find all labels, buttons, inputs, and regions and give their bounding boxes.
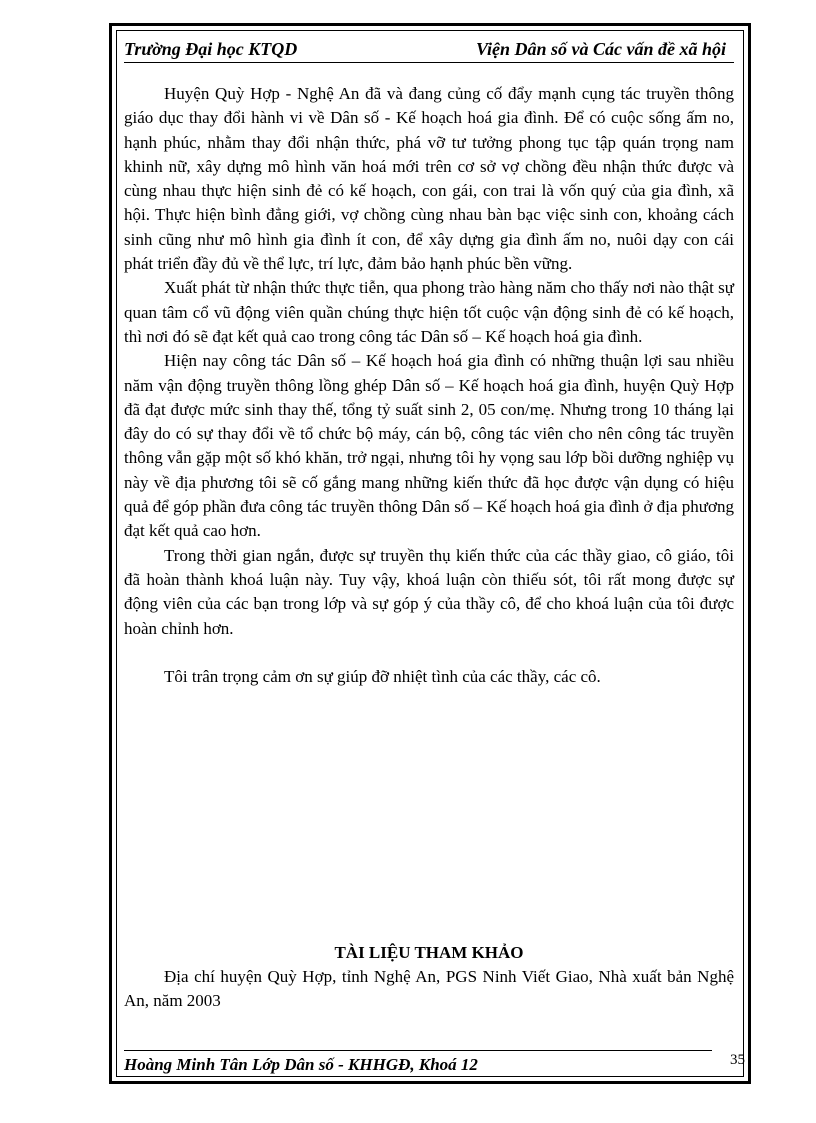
- footer-divider: [124, 1050, 712, 1051]
- paragraph-2: Xuất phát từ nhận thức thực tiễn, qua phong trào hàng năm cho thấy nơi nào thật sự quan tâm cổ vũ động viên quần chúng thực hiện tốt cuộc vận động sinh đẻ có kế hoạch, thì nơi đó sẽ đạt kết quả cao trong công tác Dân số – Kế hoạch hoá gia đình.: [124, 278, 734, 346]
- references-heading: TÀI LIỆU THAM KHẢO: [334, 943, 524, 962]
- header-university: Trường Đại học KTQD: [124, 39, 298, 59]
- reference-item: Địa chí huyện Quỳ Hợp, tỉnh Nghệ An, PGS Ninh Viết Giao, Nhà xuất bản Nghệ An, năm 2003: [124, 967, 734, 1011]
- paragraph-4: Trong thời gian ngắn, được sự truyền thụ kiến thức của các thầy giao, cô giáo, tôi đã hoàn thành khoá luận này. Tuy vậy, khoá luận còn thiếu sót, tôi rất mong được sự động viên của các bạn trong lớp và sự góp ý của thầy cô, để cho khoá luận của tôi được hoàn chỉnh hơn.: [124, 545, 734, 638]
- paragraph-3: Hiện nay công tác Dân số – Kế hoạch hoá gia đình có những thuận lợi sau nhiều năm vận động truyền thông lồng ghép Dân số – Kế hoạch hoá gia đình, huyện Quỳ Hợp đã đạt được mức sinh thay thế, tổng tỷ suất sinh 2, 05 con/mẹ. Nhưng trong 10 tháng lại đây do có sự thay đổi về tổ chức bộ máy, cán bộ, công tác viên cho nên công tác truyền thông vẫn gặp một số khó khăn, trở ngại, nhưng tôi hy vọng sau lớp bồi dưỡng nghiệp vụ này về địa phương tôi sẽ cố gắng mang những kiến thức đã học được vận dụng có hiệu quả để góp phần đưa công tác truyền thông Dân số – Kế hoạch hoá gia đình ở địa phương đạt kết quả cao hơn.: [124, 351, 735, 541]
- page-number: 35: [730, 1052, 745, 1068]
- paragraph-1: Huyện Quỳ Hợp - Nghệ An đã và đang củng cố đẩy mạnh cụng tác truyền thông giáo dục thay đổi hành vi về Dân số - Kế hoạch hoá gia đình. Để có cuộc sống ấm no, hạnh phúc, nhằm thay đổi nhận thức, phá vỡ tư tưởng phong tục tập quán trọng nam khinh nữ, xây dựng mô hình văn hoá mới trên cơ sở vợ chồng đều nhận thức được và cùng nhau thực hiện sinh đẻ có kế hoạch, con gái, con trai là vốn quý của gia đình, xã hội. Thực hiện bình đẳng giới, vợ chồng cùng nhau bàn bạc việc sinh con, khoảng cách sinh cũng như mô hình gia đình ít con, để xây dựng gia đình ấm no, nuôi dạy con cái phát triển đầy đủ về thể lực, trí lực, đảm bảo hạnh phúc bền vững.: [124, 84, 734, 274]
- references-list: [124, 965, 734, 1014]
- page-header: [124, 36, 734, 63]
- paragraph-thanks: Tôi trân trọng cảm ơn sự giúp đỡ nhiệt tình của các thầy, các cô.: [164, 666, 601, 686]
- document-body: [124, 82, 734, 689]
- page-footer: Hoàng Minh Tân Lớp Dân số - KHHGĐ, Khoá 12: [124, 1055, 478, 1074]
- header-institute: Viện Dân số và Các vấn đề xã hội: [475, 39, 726, 59]
